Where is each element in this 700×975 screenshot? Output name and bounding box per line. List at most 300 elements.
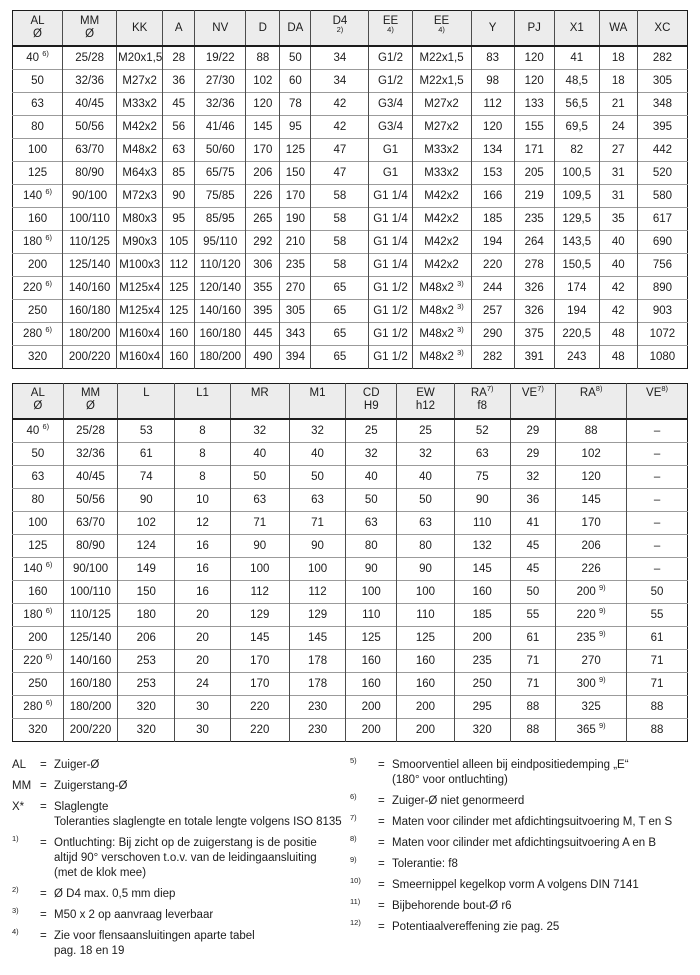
table-cell: 520 — [637, 162, 687, 185]
table-cell: 80/90 — [63, 162, 117, 185]
table-cell: 32 — [397, 443, 455, 466]
table-cell: 185 — [471, 208, 514, 231]
table-cell: 18 — [599, 70, 637, 93]
footnote-marker: 6) — [45, 186, 53, 196]
table-row — [13, 277, 688, 300]
table-cell: 65 — [311, 323, 369, 346]
table-cell: M20x1,5 — [117, 46, 163, 70]
table-row — [13, 300, 688, 323]
table-cell: 264 — [514, 231, 554, 254]
table-cell: 50 — [13, 70, 63, 93]
table-cell: 52 — [454, 419, 510, 443]
equals-sign: = — [378, 879, 385, 891]
table-cell: 50 — [627, 581, 688, 604]
table-cell: 71 — [230, 512, 289, 535]
table-cell: 219 — [514, 185, 554, 208]
footnote-label: AL — [12, 759, 27, 771]
table-cell: 8 — [175, 466, 231, 489]
table-cell: 48,5 — [554, 70, 599, 93]
table-cell: 31 — [599, 185, 637, 208]
table-cell: 71 — [627, 673, 688, 696]
table-cell: 903 — [637, 300, 687, 323]
footnote-marker: 6) — [45, 278, 53, 288]
table-cell: 16 — [175, 581, 231, 604]
table-cell: 890 — [637, 277, 687, 300]
table-cell: 145 — [289, 627, 346, 650]
footnote-label — [12, 836, 40, 851]
table-cell: 150 — [280, 162, 311, 185]
footnote-item — [350, 899, 688, 914]
column-header: MM Ø — [63, 11, 117, 47]
table-cell: 32 — [510, 466, 556, 489]
table-cell: 194 — [554, 300, 599, 323]
table-cell: 160 — [163, 323, 195, 346]
table-cell: 220 $^{6)}$ — [13, 650, 64, 673]
table-cell: 365 $^{9)}$ — [556, 719, 627, 742]
table-cell: M125x4 — [117, 300, 163, 323]
table-cell: 48 — [599, 346, 637, 369]
table-row — [13, 512, 688, 535]
footnote-item — [350, 815, 688, 830]
table-cell: M33x2 — [412, 139, 471, 162]
table-cell: G1 1/4 — [369, 254, 412, 277]
table-cell: 145 — [230, 627, 289, 650]
table-cell: 125/140 — [63, 627, 118, 650]
table-row — [13, 581, 688, 604]
table-cell: G1 1/4 — [369, 185, 412, 208]
table-cell: 20 — [175, 627, 231, 650]
table-cell: 185 — [454, 604, 510, 627]
table-cell: 40 $^{6)}$ — [26, 48, 49, 64]
table-cell: 445 — [246, 323, 280, 346]
table-row — [13, 558, 688, 581]
footnote-marker: 6) — [45, 559, 53, 569]
table-cell: 60 — [280, 70, 311, 93]
table-row — [13, 185, 688, 208]
equals-sign: = — [40, 909, 47, 921]
table-cell: 140/160 — [63, 277, 117, 300]
table-cell: 40 — [599, 231, 637, 254]
table-cell: M42x2 — [412, 208, 471, 231]
table-cell: 134 — [471, 139, 514, 162]
table-cell: – — [627, 489, 688, 512]
equals-sign: = — [378, 900, 385, 912]
table-row — [13, 719, 688, 742]
table-cell: 149 — [118, 558, 175, 581]
table-cell: 50 — [280, 46, 311, 70]
column-header: Y — [471, 11, 514, 47]
table-cell: 120 — [246, 93, 280, 116]
table-cell: 206 — [556, 535, 627, 558]
table-row — [13, 116, 688, 139]
table-cell: 61 — [510, 627, 556, 650]
column-header: D4 $^{2)}$ — [311, 11, 369, 47]
table-cell: 580 — [637, 185, 687, 208]
table-cell: 55 — [627, 604, 688, 627]
table-cell: M22x1,5 — [412, 46, 471, 70]
footnote-marker: 9) — [599, 605, 606, 615]
table-cell: 27/30 — [195, 70, 246, 93]
table-cell: 58 — [311, 208, 369, 231]
table-cell: 110 — [346, 604, 397, 627]
footnote-item — [12, 758, 350, 773]
equals-sign: = — [40, 888, 47, 900]
table-cell: 100 — [346, 581, 397, 604]
table-row — [13, 419, 688, 443]
footnote-marker: 4) — [387, 25, 394, 35]
footnote-label — [350, 836, 378, 851]
table-cell: 124 — [118, 535, 175, 558]
table-cell: 206 — [246, 162, 280, 185]
table-cell: 280 $^{6)}$ — [13, 696, 64, 719]
column-header: AL Ø — [13, 11, 63, 47]
table-cell: 160 — [346, 673, 397, 696]
table-cell: 205 — [514, 162, 554, 185]
table-cell: 112 — [289, 581, 346, 604]
table-cell: 110/120 — [195, 254, 246, 277]
table-cell: 32/36 — [195, 93, 246, 116]
table-cell: 88 — [510, 696, 556, 719]
table-cell: 160 — [397, 650, 455, 673]
table-row — [13, 627, 688, 650]
table-cell: M90x3 — [117, 231, 163, 254]
column-header: VE$^{7)}$ — [510, 384, 556, 420]
table-cell: 391 — [514, 346, 554, 369]
table-cell: 10 — [175, 489, 231, 512]
footnote-text: Zuiger-Ø — [54, 759, 100, 771]
column-header: MM Ø — [63, 384, 118, 420]
table-cell: 47 — [311, 162, 369, 185]
table-cell: 61 — [627, 627, 688, 650]
footnote-marker: 9) — [599, 674, 606, 684]
footnote-label — [350, 899, 378, 914]
table-cell: 61 — [118, 443, 175, 466]
table-cell: 253 — [118, 673, 175, 696]
table-cell: 140 $^{6)}$ — [13, 558, 64, 581]
table-cell: 282 — [471, 346, 514, 369]
equals-sign: = — [378, 837, 385, 849]
table-cell: M80x3 — [117, 208, 163, 231]
table-cell: 170 — [230, 650, 289, 673]
table-cell: 253 — [118, 650, 175, 673]
table-cell: 143,5 — [554, 231, 599, 254]
table-cell: 27 — [599, 139, 637, 162]
table-cell: 174 — [554, 277, 599, 300]
table-cell: 63 — [289, 489, 346, 512]
footnote-marker: 6) — [42, 421, 50, 431]
table-cell: 41 — [510, 512, 556, 535]
table-row — [13, 604, 688, 627]
table-cell: 171 — [514, 139, 554, 162]
table-cell: G1 1/2 — [369, 323, 412, 346]
column-header: NV — [195, 11, 246, 47]
equals-sign: = — [40, 837, 47, 849]
table-cell: M48x2 — [117, 139, 163, 162]
footnote-marker: 3) — [457, 278, 464, 288]
table-cell: 80 — [13, 489, 64, 512]
table-cell: 32/36 — [63, 443, 118, 466]
table-cell: 95 — [163, 208, 195, 231]
table-cell: 200 — [397, 719, 455, 742]
table-cell: 150 — [118, 581, 175, 604]
table-cell: 42 — [311, 93, 369, 116]
table-cell: 18 — [599, 46, 637, 70]
footnote-text: Maten voor cilinder met afdichtingsuitvoering M, T en S — [392, 816, 673, 828]
footnotes-right-column — [350, 758, 688, 965]
equals-sign: = — [378, 816, 385, 828]
equals-sign: = — [378, 858, 385, 870]
table-cell: 756 — [637, 254, 687, 277]
footnote-marker: 9) — [350, 855, 357, 865]
table-cell: 85/95 — [195, 208, 246, 231]
table-cell: – — [627, 512, 688, 535]
footnote-marker: 6) — [45, 324, 53, 334]
table-cell: 29 — [510, 443, 556, 466]
table-cell: 200 — [13, 254, 63, 277]
table-cell: 145 — [246, 116, 280, 139]
footnote-marker: 7) — [486, 384, 494, 394]
table-cell: G1/2 — [369, 70, 412, 93]
table-cell: G1 1/4 — [369, 208, 412, 231]
table-cell: 25 — [397, 419, 455, 443]
table-row — [13, 466, 688, 489]
column-header: AL Ø — [13, 384, 64, 420]
table-cell: 155 — [514, 116, 554, 139]
table-cell: 40 — [230, 443, 289, 466]
table-cell: M27x2 — [412, 116, 471, 139]
table-cell: 16 — [175, 535, 231, 558]
footnote-marker: 6) — [45, 697, 53, 707]
column-header: M1 — [289, 384, 346, 420]
table-cell: 145 — [556, 489, 627, 512]
table-cell: – — [627, 558, 688, 581]
footnote-marker: 9) — [599, 628, 606, 638]
column-header: VE$^{8)}$ — [627, 384, 688, 420]
table-cell: 270 — [556, 650, 627, 673]
table-cell: 25 — [346, 419, 397, 443]
footnote-marker: 3) — [457, 301, 464, 311]
table-row — [13, 208, 688, 231]
table-cell: 63/70 — [63, 139, 117, 162]
footnote-marker: 12) — [350, 918, 361, 928]
footnote-label — [12, 929, 40, 944]
footnote-label: X* — [12, 801, 25, 813]
table-cell: 160 — [346, 650, 397, 673]
table-cell: 40 $^{6)}$ — [26, 421, 50, 437]
table-cell: 85 — [163, 162, 195, 185]
table-cell: 250 — [454, 673, 510, 696]
table-cell: 21 — [599, 93, 637, 116]
table-cell: M72x3 — [117, 185, 163, 208]
footnote-item — [350, 836, 688, 851]
table-cell: 170 — [556, 512, 627, 535]
table-cell: M48x2 $^{3)}$ — [412, 323, 471, 346]
table-cell: 65/75 — [195, 162, 246, 185]
footnote-marker: 4) — [438, 25, 445, 35]
footnote-label: MM — [12, 780, 32, 792]
table-cell: 160 — [163, 346, 195, 369]
footnote-label — [12, 908, 40, 923]
table-cell: 178 — [289, 650, 346, 673]
table-cell: 170 — [246, 139, 280, 162]
table-cell: 125 — [346, 627, 397, 650]
table-cell: 47 — [311, 139, 369, 162]
footnote-marker: 3) — [12, 906, 19, 916]
table-row — [13, 139, 688, 162]
table-cell: 42 — [599, 300, 637, 323]
table-cell: 102 — [556, 443, 627, 466]
table-cell: 80 — [397, 535, 455, 558]
dimension-table-bottom — [12, 383, 688, 742]
table-cell: 32/36 — [63, 70, 117, 93]
table-cell: 32 — [230, 419, 289, 443]
header-row — [13, 384, 688, 420]
table-gap — [12, 369, 688, 383]
table-cell: G1/2 — [369, 46, 412, 70]
table-cell: 112 — [471, 93, 514, 116]
table-cell: 55 — [510, 604, 556, 627]
table-cell: 32 — [346, 443, 397, 466]
table-cell: M42x2 — [117, 116, 163, 139]
table-cell: M27x2 — [117, 70, 163, 93]
table-cell: 226 — [556, 558, 627, 581]
table-cell: 160 — [13, 581, 64, 604]
footnote-marker: 8) — [661, 384, 669, 394]
table-cell: 88 — [556, 419, 627, 443]
table-cell: 90/100 — [63, 185, 117, 208]
table-cell: 180 $^{6)}$ — [13, 604, 64, 627]
table-cell: 120 — [514, 70, 554, 93]
table-cell: M100x3 — [117, 254, 163, 277]
footnote-label — [350, 815, 378, 830]
footnote-marker: 6) — [45, 651, 53, 661]
table-cell: M22x1,5 — [412, 70, 471, 93]
table-cell: M48x2 $^{3)}$ — [412, 346, 471, 369]
table-cell: 90 — [230, 535, 289, 558]
table-cell: 88 — [627, 719, 688, 742]
table-cell: 343 — [280, 323, 311, 346]
table-cell: 98 — [471, 70, 514, 93]
table-cell: 50/56 — [63, 489, 118, 512]
footnote-marker: 4) — [12, 927, 19, 937]
table-cell: 320 — [118, 719, 175, 742]
table-cell: 71 — [289, 512, 346, 535]
table-cell: 348 — [637, 93, 687, 116]
table-cell: 71 — [510, 673, 556, 696]
table-cell: 125 — [397, 627, 455, 650]
table-cell: 394 — [280, 346, 311, 369]
column-header: WA — [599, 11, 637, 47]
table-cell: G1 — [369, 139, 412, 162]
table-cell: 125 — [280, 139, 311, 162]
footnote-marker: 6) — [45, 605, 53, 615]
table-cell: 129 — [289, 604, 346, 627]
footnote-text: Ontluchting: Bij zicht op de zuigerstang is de positie altijd 90° verschoven t.o.v. van de leidingaansluiting (met de klok mee) — [54, 837, 317, 879]
table-cell: 80/90 — [63, 535, 118, 558]
column-header: L — [118, 384, 175, 420]
table-cell: 120 — [471, 116, 514, 139]
footnote-marker: 9) — [599, 582, 606, 592]
table-cell: 48 — [599, 323, 637, 346]
table-cell: 40/45 — [63, 93, 117, 116]
table-cell: 180/200 — [195, 346, 246, 369]
table-cell: 90 — [346, 558, 397, 581]
table-cell: 178 — [289, 673, 346, 696]
table-cell: 129,5 — [554, 208, 599, 231]
column-header: CD H9 — [346, 384, 397, 420]
table-cell: 63 — [163, 139, 195, 162]
dimension-table-top — [12, 10, 688, 369]
footnote-text: Potentiaalvereffening zie pag. 25 — [392, 921, 560, 933]
footnote-item — [12, 779, 350, 794]
table-cell: 100/110 — [63, 208, 117, 231]
table-cell: 160 — [13, 208, 63, 231]
table-cell: 40 — [346, 466, 397, 489]
table-cell: 250 — [13, 300, 63, 323]
footnote-text: Ø D4 max. 0,5 mm diep — [54, 888, 176, 900]
table-cell: 220,5 — [554, 323, 599, 346]
table-cell: 617 — [637, 208, 687, 231]
table-cell: 80 — [13, 116, 63, 139]
table-cell: G1 — [369, 162, 412, 185]
table-cell: 50 — [397, 489, 455, 512]
footnote-label — [350, 758, 378, 773]
table-cell: M160x4 — [117, 346, 163, 369]
footnote-marker: 10) — [350, 876, 361, 886]
table-cell: 50/60 — [195, 139, 246, 162]
table-cell: 235 — [280, 254, 311, 277]
table-cell: 395 — [637, 116, 687, 139]
table-cell: 53 — [118, 419, 175, 443]
footnote-marker: 2) — [12, 885, 19, 895]
footnote-marker: 6) — [350, 792, 357, 802]
table-cell: 120 — [514, 46, 554, 70]
footnotes-left-column — [12, 758, 350, 965]
table-row — [13, 650, 688, 673]
footnote-text: Zuigerstang-Ø — [54, 780, 128, 792]
table-cell: 36 — [163, 70, 195, 93]
footnote-text: M50 x 2 op aanvraag leverbaar — [54, 909, 214, 921]
table-cell: G3/4 — [369, 116, 412, 139]
column-header: MR — [230, 384, 289, 420]
table-cell: 120/140 — [195, 277, 246, 300]
table-cell: 30 — [175, 696, 231, 719]
table-cell: 200 — [454, 627, 510, 650]
table-cell: M125x4 — [117, 277, 163, 300]
table-cell: 235 $^{9)}$ — [556, 627, 627, 650]
table-cell: 160/180 — [195, 323, 246, 346]
table-cell: G3/4 — [369, 93, 412, 116]
footnote-item — [350, 920, 688, 935]
table-cell: 63 — [13, 466, 64, 489]
table-row — [13, 346, 688, 369]
table-cell: 100,5 — [554, 162, 599, 185]
footnote-text: Smoorventiel alleen bij eindpositiedemping „E“ (180° voor ontluchting) — [392, 759, 629, 786]
table-cell: 80 — [346, 535, 397, 558]
table-cell: 65 — [311, 277, 369, 300]
table-cell: 90/100 — [63, 558, 118, 581]
table-row — [13, 443, 688, 466]
table-cell: 100 — [13, 512, 64, 535]
table-cell: 180/200 — [63, 696, 118, 719]
table-cell: 90 — [289, 535, 346, 558]
table-cell: M42x2 — [412, 231, 471, 254]
table-cell: 100 — [397, 581, 455, 604]
table-cell: 34 — [311, 70, 369, 93]
equals-sign: = — [40, 801, 47, 813]
table-cell: G1 1/2 — [369, 277, 412, 300]
table-cell: G1 1/4 — [369, 231, 412, 254]
